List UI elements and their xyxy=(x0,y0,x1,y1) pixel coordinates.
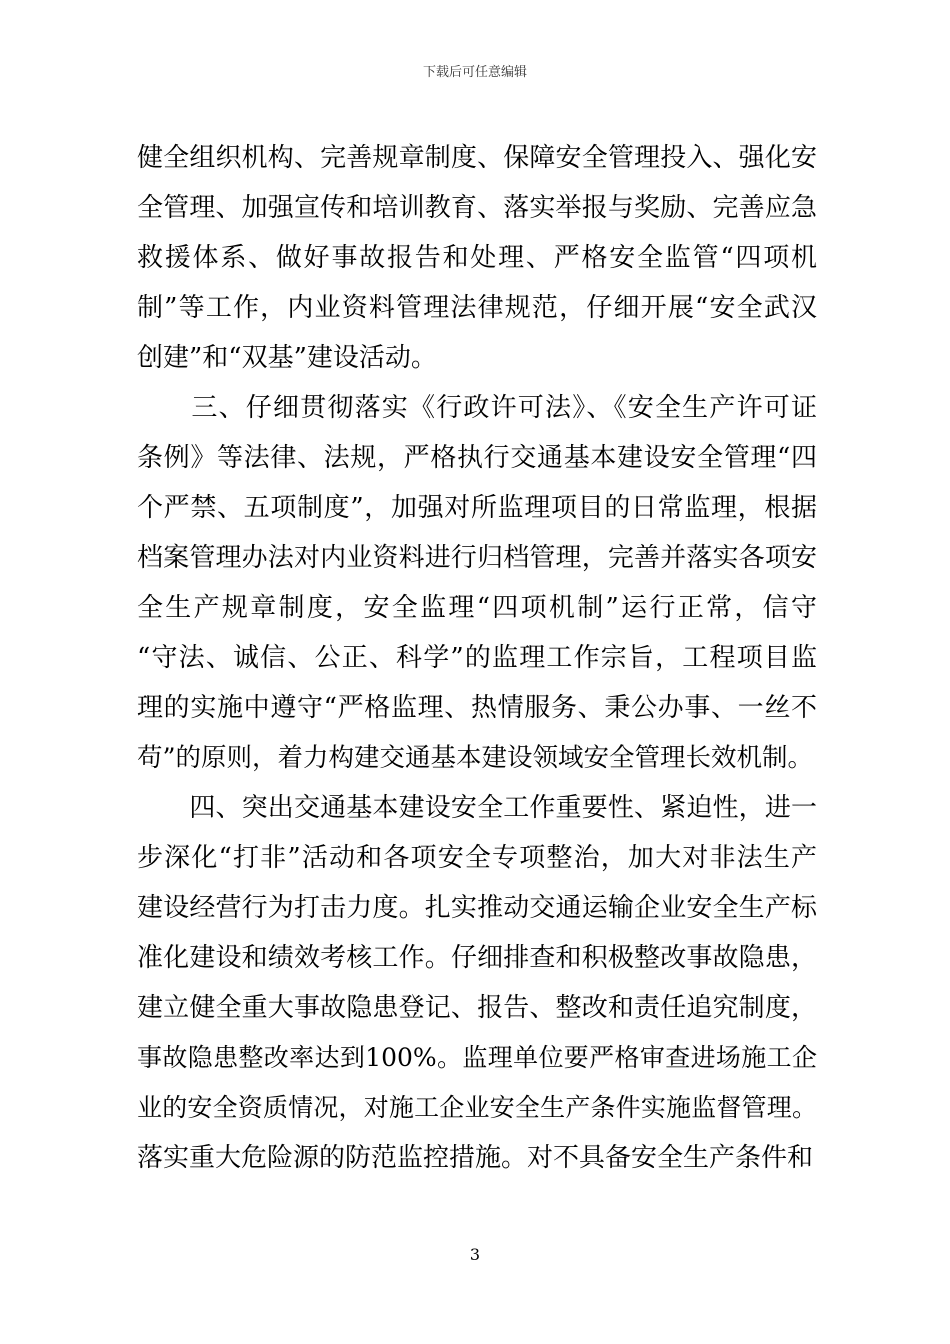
body-line: 准化建设和绩效考核工作。仔细排查和积极整改事故隐患， xyxy=(137,943,817,973)
body-line: 健全组织机构、完善规章制度、保障安全管理投入、强化安 xyxy=(137,143,817,173)
body-line: 业的安全资质情况，对施工企业安全生产条件实施监督管理。 xyxy=(137,1093,817,1122)
document-body xyxy=(137,133,817,1183)
body-line: “守法、诚信、公正、科学”的监理工作宗旨，工程项目监 xyxy=(137,643,817,673)
body-line: 制”等工作，内业资料管理法律规范，仔细开展“安全武汉 xyxy=(137,293,817,323)
body-line: 四、突出交通基本建设安全工作重要性、紧迫性，进一 xyxy=(137,793,817,823)
body-line: 条例》等法律、法规，严格执行交通基本建设安全管理“四 xyxy=(137,443,817,473)
body-line: 三、仔细贯彻落实《行政许可法》、《安全生产许可证 xyxy=(137,393,817,423)
page-header: 下载后可任意编辑 xyxy=(422,65,527,80)
body-line: 事故隐患整改率达到100%。监理单位要严格审查进场施工企 xyxy=(137,1043,817,1072)
body-line: 个严禁、五项制度”，加强对所监理项目的日常监理，根据 xyxy=(137,493,817,523)
body-line-paragraph-end: 苟”的原则，着力构建交通基本建设领域安全管理长效机制。 xyxy=(137,743,814,773)
body-line: 理的实施中遵守“严格监理、热情服务、秉公办事、一丝不 xyxy=(137,693,817,723)
body-line: 救援体系、做好事故报告和处理、严格安全监管“四项机 xyxy=(137,243,817,273)
body-line: 档案管理办法对内业资料进行归档管理，完善并落实各项安 xyxy=(137,543,817,573)
body-line: 全生产规章制度，安全监理“四项机制”运行正常，信守 xyxy=(137,593,817,623)
body-line: 步深化“打非”活动和各项安全专项整治，加大对非法生产 xyxy=(137,843,817,873)
body-line: 建立健全重大事故隐患登记、报告、整改和责任追究制度， xyxy=(137,993,817,1023)
body-line: 建设经营行为打击力度。扎实推动交通运输企业安全生产标 xyxy=(137,893,817,923)
body-line: 落实重大危险源的防范监控措施。对不具备安全生产条件和 xyxy=(137,1143,814,1173)
body-line-paragraph-end: 创建”和“双基”建设活动。 xyxy=(137,343,437,373)
body-line: 全管理、加强宣传和培训教育、落实举报与奖励、完善应急 xyxy=(137,193,817,223)
page-number: 3 xyxy=(469,1245,481,1264)
